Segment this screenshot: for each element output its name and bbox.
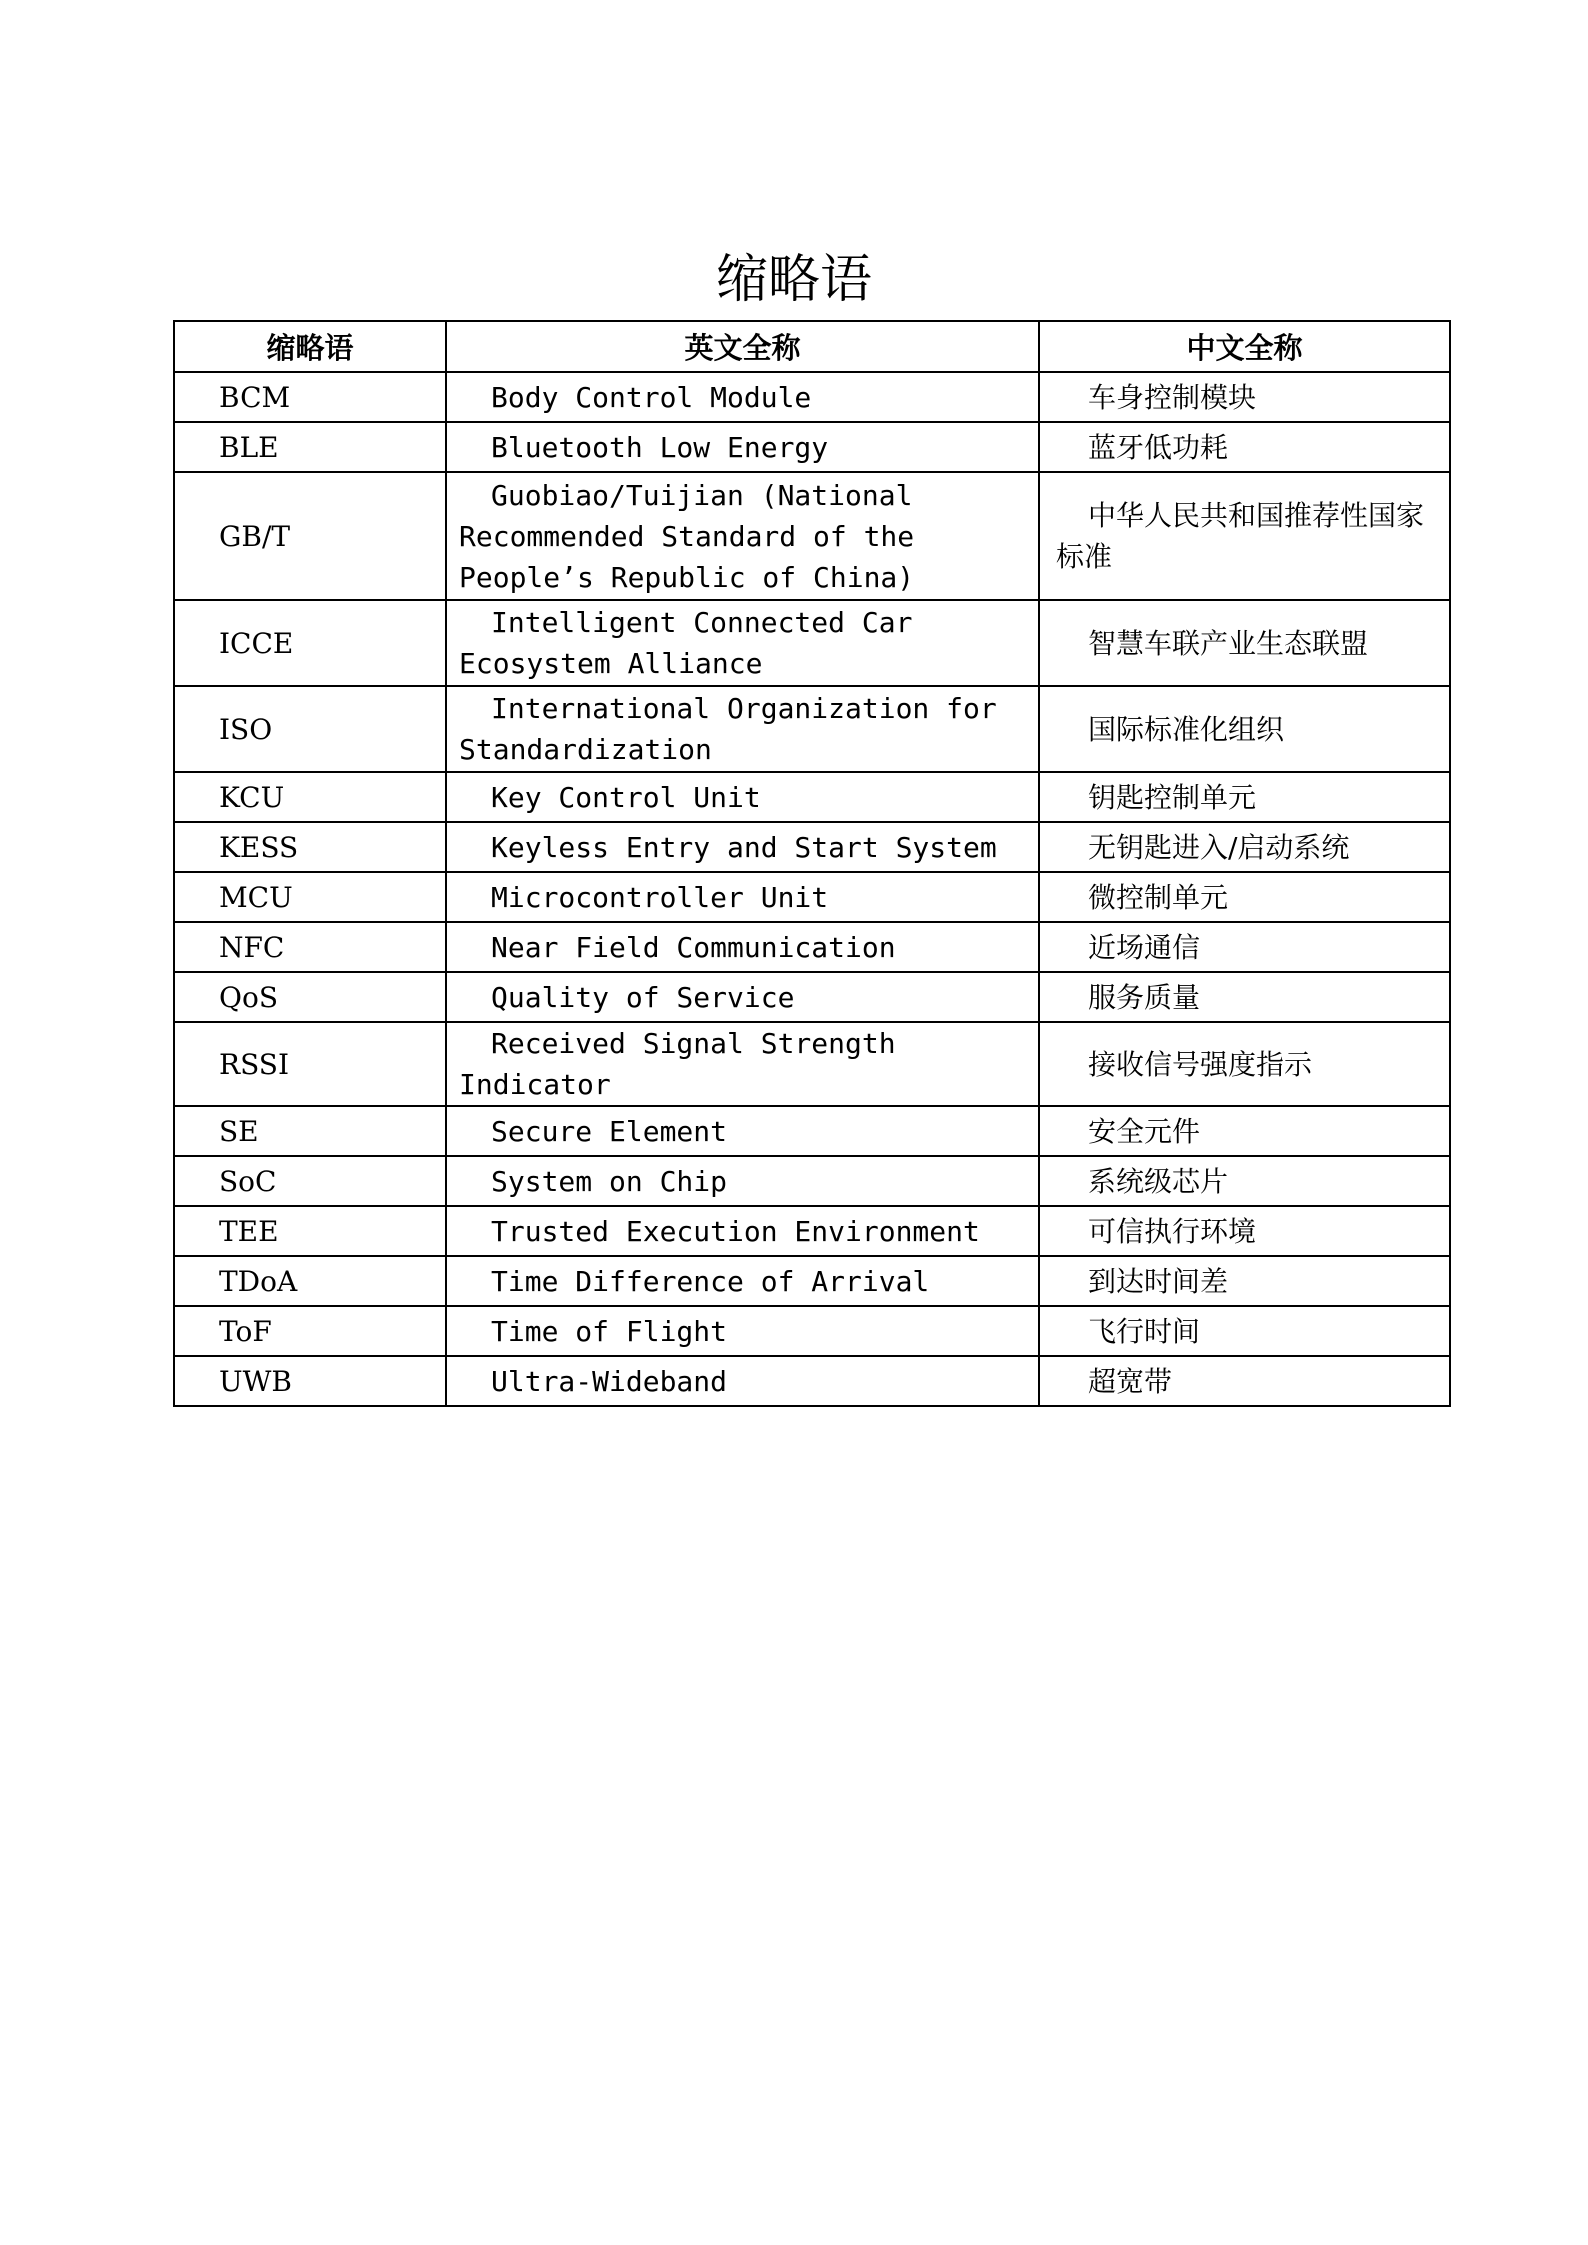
chinese-name-cell: 蓝牙低功耗 xyxy=(1039,422,1450,472)
abbreviation-cell: MCU xyxy=(174,872,446,922)
table-row xyxy=(174,372,1450,422)
chinese-name-cell: 到达时间差 xyxy=(1039,1256,1450,1306)
english-name-cell: Ultra-Wideband xyxy=(446,1356,1039,1406)
chinese-name-cell: 超宽带 xyxy=(1039,1356,1450,1406)
table-row xyxy=(174,472,1450,600)
abbreviation-cell: TDoA xyxy=(174,1256,446,1306)
abbreviation-cell: ToF xyxy=(174,1306,446,1356)
abbreviation-cell: ISO xyxy=(174,686,446,772)
english-name-cell: Time Difference of Arrival xyxy=(446,1256,1039,1306)
english-name-cell: Secure Element xyxy=(446,1106,1039,1156)
header-abbreviation: 缩略语 xyxy=(174,321,446,372)
abbreviation-cell: ICCE xyxy=(174,600,446,686)
abbreviation-table xyxy=(173,320,1451,1407)
table-row xyxy=(174,972,1450,1022)
table-row xyxy=(174,686,1450,772)
header-chinese-full-name: 中文全称 xyxy=(1039,321,1450,372)
table-row xyxy=(174,1106,1450,1156)
abbreviation-cell: BLE xyxy=(174,422,446,472)
english-name-cell: Microcontroller Unit xyxy=(446,872,1039,922)
table-row xyxy=(174,1356,1450,1406)
table-header-row xyxy=(174,321,1450,372)
chinese-name-cell: 中华人民共和国推荐性国家标准 xyxy=(1039,472,1450,600)
chinese-name-cell: 无钥匙进入/启动系统 xyxy=(1039,822,1450,872)
table-row xyxy=(174,422,1450,472)
table-row xyxy=(174,1206,1450,1256)
english-name-cell: Guobiao/Tuijian (National Recommended Standard of the People’s Republic of China) xyxy=(446,472,1039,600)
table-row xyxy=(174,1306,1450,1356)
english-name-cell: Quality of Service xyxy=(446,972,1039,1022)
table-row xyxy=(174,922,1450,972)
english-name-cell: Near Field Communication xyxy=(446,922,1039,972)
abbreviation-cell: KCU xyxy=(174,772,446,822)
chinese-name-cell: 国际标准化组织 xyxy=(1039,686,1450,772)
chinese-name-cell: 安全元件 xyxy=(1039,1106,1450,1156)
page-title: 缩略语 xyxy=(715,250,872,310)
chinese-name-cell: 系统级芯片 xyxy=(1039,1156,1450,1206)
abbreviation-cell: TEE xyxy=(174,1206,446,1256)
chinese-name-cell: 微控制单元 xyxy=(1039,872,1450,922)
table-row xyxy=(174,872,1450,922)
english-name-cell: Bluetooth Low Energy xyxy=(446,422,1039,472)
chinese-name-cell: 车身控制模块 xyxy=(1039,372,1450,422)
abbreviation-cell: UWB xyxy=(174,1356,446,1406)
table-row xyxy=(174,600,1450,686)
header-english-full-name: 英文全称 xyxy=(446,321,1039,372)
abbreviation-cell: KESS xyxy=(174,822,446,872)
table-row xyxy=(174,772,1450,822)
abbreviation-cell: SE xyxy=(174,1106,446,1156)
chinese-name-cell: 钥匙控制单元 xyxy=(1039,772,1450,822)
english-name-cell: Keyless Entry and Start System xyxy=(446,822,1039,872)
table-row xyxy=(174,1156,1450,1206)
table-row xyxy=(174,822,1450,872)
abbreviation-cell: RSSI xyxy=(174,1022,446,1106)
english-name-cell: International Organization for Standardization xyxy=(446,686,1039,772)
chinese-name-cell: 飞行时间 xyxy=(1039,1306,1450,1356)
abbreviation-cell: NFC xyxy=(174,922,446,972)
abbreviation-cell: QoS xyxy=(174,972,446,1022)
abbreviation-cell: BCM xyxy=(174,372,446,422)
abbreviation-cell: SoC xyxy=(174,1156,446,1206)
english-name-cell: Trusted Execution Environment xyxy=(446,1206,1039,1256)
chinese-name-cell: 接收信号强度指示 xyxy=(1039,1022,1450,1106)
abbreviation-cell: GB/T xyxy=(174,472,446,600)
table-row xyxy=(174,1256,1450,1306)
english-name-cell: Body Control Module xyxy=(446,372,1039,422)
english-name-cell: Intelligent Connected Car Ecosystem Alliance xyxy=(446,600,1039,686)
chinese-name-cell: 可信执行环境 xyxy=(1039,1206,1450,1256)
chinese-name-cell: 智慧车联产业生态联盟 xyxy=(1039,600,1450,686)
english-name-cell: Received Signal Strength Indicator xyxy=(446,1022,1039,1106)
english-name-cell: System on Chip xyxy=(446,1156,1039,1206)
table-row xyxy=(174,1022,1450,1106)
english-name-cell: Key Control Unit xyxy=(446,772,1039,822)
chinese-name-cell: 近场通信 xyxy=(1039,922,1450,972)
english-name-cell: Time of Flight xyxy=(446,1306,1039,1356)
chinese-name-cell: 服务质量 xyxy=(1039,972,1450,1022)
